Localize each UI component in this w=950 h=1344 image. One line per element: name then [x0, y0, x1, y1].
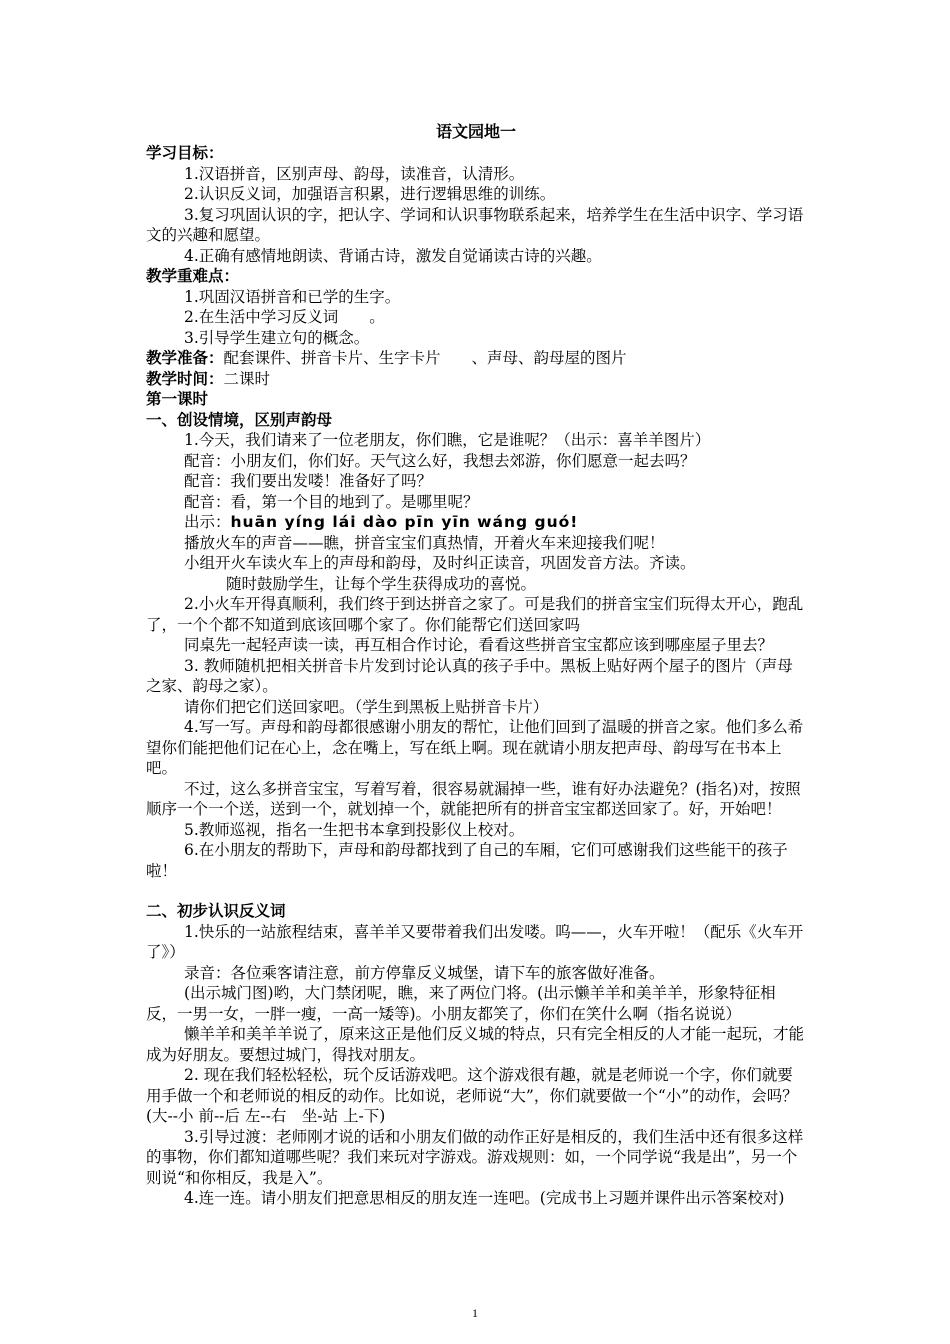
paragraph: 同桌先一起轻声读一读，再互相合作讨论，看看这些拼音宝宝都应该到哪座屋子里去？	[184, 636, 774, 654]
paragraph: 随时鼓励学生，让每个学生获得成功的喜悦。	[226, 574, 537, 593]
paragraph: 录音：各位乘客请注意，前方停靠反义城堡，请下车的旅客做好准备。	[184, 963, 665, 982]
preparation-text: 配套课件、拼音卡片、生字卡片 、声母、韵母屋的图片	[223, 349, 627, 367]
paragraph: 配音：我们要出发喽！准备好了吗？	[184, 472, 433, 490]
pinyin-text: huān yíng lái dào pīn yīn wáng guó!	[230, 513, 579, 531]
paragraph: 2. 现在我们轻松轻松，玩个反话游戏吧。这个游戏很有趣，就是老师说一个字，你们就要用手做一个和老师说的相反的动作。比如说，老师说“大”，你们就要做一个“小”的动作，会吗？ (大--小 前--后 左--右 坐-站 上-下)	[146, 1066, 829, 1125]
paragraph: 请你们把它们送回家吧。（学生到黑板上贴拼音卡片）	[184, 697, 549, 716]
paragraph: 1.快乐的一站旅程结束，喜羊羊又要带着我们出发喽。呜——，火车开啦！（配乐《火车开了》）	[146, 922, 804, 961]
paragraph: 配音：看，第一个目的地到了。是哪里呢？	[184, 492, 479, 511]
goals-heading: 学习目标：	[146, 144, 224, 162]
paragraph: 1.今天，我们请来了一位老朋友，你们瞧，它是谁呢？（出示：喜羊羊图片）	[184, 431, 711, 449]
goal-item: 1.汉语拼音，区别声母、韵母，读准音，认清形。	[184, 164, 525, 183]
paragraph: 5.教师巡视，指名一生把书本拿到投影仪上校对。	[184, 820, 525, 839]
time-text: 二课时	[223, 369, 271, 388]
page-number: 1	[472, 1306, 478, 1320]
pinyin-line	[146, 512, 806, 533]
paragraph: 懒羊羊和美羊羊说了，原来这正是他们反义城的特点，只有完全相反的人才能一起玩，才能成为好朋友。要想过城门，得找对朋友。	[146, 1025, 805, 1064]
preparation-line	[146, 348, 806, 369]
part2-heading: 二、初步认识反义词	[146, 902, 286, 920]
paragraph: 配音：小朋友们，你们好。天气这么好，我想去郊游，你们愿意一起去吗？	[184, 451, 696, 470]
paragraph: 不过，这么多拼音宝宝，写着写着，很容易就漏掉一些，谁有好办法避免？(指名)对，按照顺序一个一个送，送到一个，就划掉一个，就能把所有的拼音宝宝都送回家了。好，开始吧！	[146, 779, 801, 818]
key-point-item: 2.在生活中学习反义词 。	[184, 308, 385, 326]
key-points-heading: 教学重难点：	[146, 267, 240, 285]
goal-item: 3.复习巩固认识的字，把认字、学词和认识事物联系起来，培养学生在生活中识字、学习语文的兴趣和愿望。	[146, 205, 804, 244]
paragraph: 3. 教师随机把相关拼音卡片发到讨论认真的孩子手中。黑板上贴好两个屋子的图片（声母之家、韵母之家）。	[146, 656, 793, 695]
lesson-heading: 第一课时	[146, 390, 209, 408]
paragraph: 3.引导过渡：老师刚才说的话和小朋友们做的动作正好是相反的，我们生活中还有很多这样的事物，你们都知道哪些呢？我们来玩对字游戏。游戏规则：如，一个同学说“我是出”，另一个则说“和你相反，我是入”。	[146, 1127, 804, 1187]
key-point-item: 1.巩固汉语拼音和已学的生字。	[184, 287, 401, 306]
paragraph: 播放火车的声音——瞧，拼音宝宝们真热情，开着火车来迎接我们呢！	[184, 533, 665, 552]
paragraph: (出示城门图)哟，大门禁闭呢，瞧，来了两位门将。(出示懒羊羊和美羊羊，形象特征相反，一男一女，一胖一瘦，一高一矮等)。小朋友都笑了，你们在笑什么啊（指名说说）	[146, 984, 776, 1023]
key-point-item: 3.引导学生建立句的概念。	[184, 328, 370, 347]
part1-heading: 一、创设情境，区别声韵母	[146, 410, 333, 429]
paragraph: 6.在小朋友的帮助下，声母和韵母都找到了自己的车厢，它们可感谢我们这些能干的孩子啦！	[146, 841, 788, 880]
goal-item: 4.正确有感情地朗读、背诵古诗，激发自觉诵读古诗的兴趣。	[184, 246, 602, 265]
paragraph: 4.写一写。声母和韵母都很感谢小朋友的帮忙，让他们回到了温暖的拼音之家。他们多么希望你们能把他们记在心上，念在嘴上，写在纸上啊。现在就请小朋友把声母、韵母写在书本上吧。	[146, 718, 804, 777]
paragraph: 2.小火车开得真顺利，我们终于到达拼音之家了。可是我们的拼音宝宝们玩得太开心，跑乱了，一个个都不知道到底该回哪个家了。你们能帮它们送回家吗	[146, 595, 804, 634]
pinyin-label: 出示：	[184, 513, 231, 531]
page-title: 语文园地一	[435, 122, 516, 141]
time-line	[146, 369, 806, 390]
document-body	[146, 121, 829, 1209]
goal-item: 2.认识反义词，加强语言积累，进行逻辑思维的训练。	[184, 185, 556, 203]
paragraph: 4.连一连。请小朋友们把意思相反的朋友连一连吧。(完成书上习题并课件出示答案校对)	[184, 1189, 785, 1207]
blank-line	[146, 881, 806, 901]
paragraph: 小组开火车读火车上的声母和韵母，及时纠正读音，巩固发音方法。齐读。	[184, 554, 696, 572]
preparation-heading: 教学准备：	[146, 349, 224, 367]
time-heading: 教学时间：	[146, 369, 224, 388]
